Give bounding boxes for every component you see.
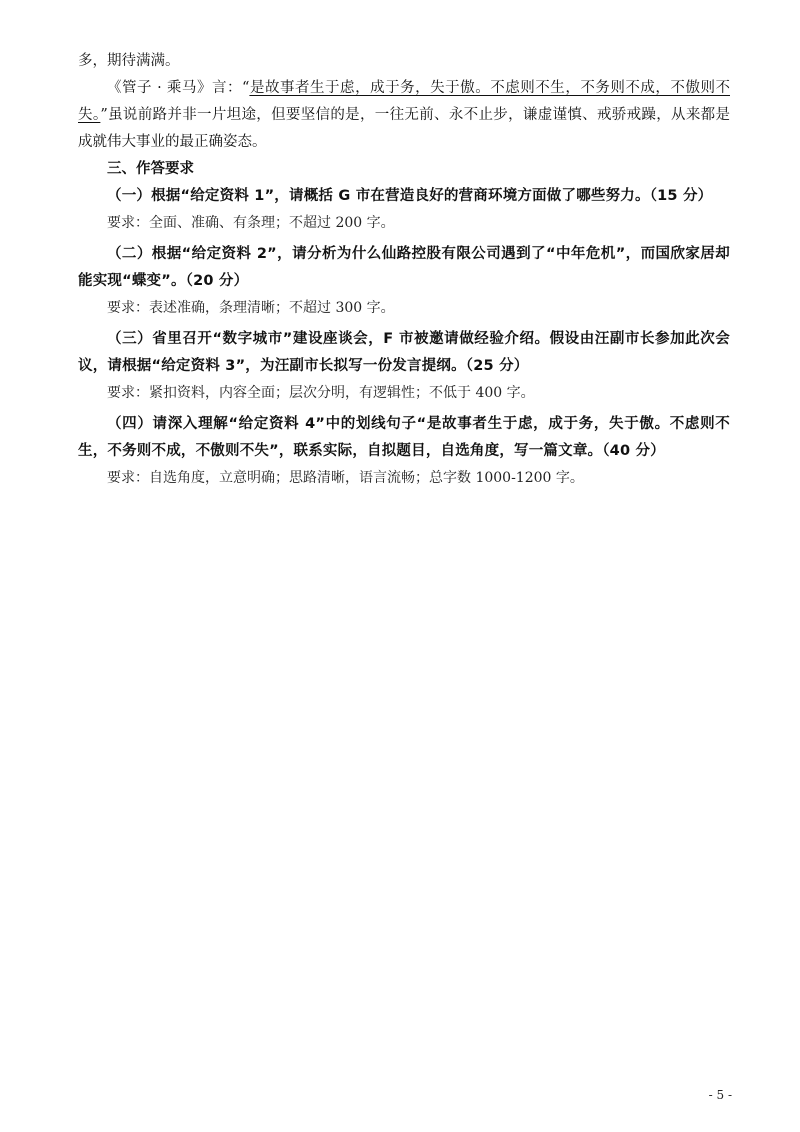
question-text: （一）根据“给定资料 1”，请概括 G 市在营造良好的营商环境方面做了哪些努力。（15 分） <box>107 188 713 204</box>
quote-tail: ”虽说前路并非一片坦途，但要坚信的是，一往无前、永不止步，谦虚谨慎、戒骄戒躁，从来都是成就伟大事业的最正确姿态。 <box>78 107 730 150</box>
intro-line: 多，期待满满。 <box>78 53 180 69</box>
section-heading: 三、作答要求 <box>107 161 194 177</box>
question-requirement: 要求：自选角度，立意明确；思路清晰，语言流畅；总字数 1000-1200 字。 <box>107 470 584 486</box>
question-1 <box>78 183 730 237</box>
underlined-quote: 是故事者生于虑，成于务，失于傲。不虑则不生，不务则不成，不傲则不失。 <box>78 80 730 123</box>
quote-lead: 《管子 · 乘马》言：“ <box>107 80 250 96</box>
question-text: （二）根据“给定资料 2”，请分析为什么仙路控股有限公司遇到了“中年危机”，而国欣家居却能实现“蝶变”。（20 分） <box>78 246 730 289</box>
question-text: （四）请深入理解“给定资料 4”中的划线句子“是故事者生于虑，成于务，失于傲。不虑则不生，不务则不成，不傲则不失”，联系实际，自拟题目，自选角度，写一篇文章。（40 分） <box>78 416 730 459</box>
question-2 <box>78 241 730 322</box>
question-requirement: 要求：表述准确，条理清晰；不超过 300 字。 <box>107 300 395 316</box>
question-requirement: 要求：全面、准确、有条理；不超过 200 字。 <box>107 215 395 231</box>
question-4 <box>78 411 730 492</box>
quote-paragraph <box>78 75 730 156</box>
page-number: - 5 - <box>708 1088 732 1102</box>
page-content <box>78 48 730 496</box>
question-3 <box>78 326 730 407</box>
question-text: （三）省里召开“数字城市”建设座谈会，F 市被邀请做经验介绍。假设由汪副市长参加此次会议，请根据“给定资料 3”，为汪副市长拟写一份发言提纲。（25 分） <box>78 331 730 374</box>
question-requirement: 要求：紧扣资料，内容全面；层次分明，有逻辑性；不低于 400 字。 <box>107 385 535 401</box>
